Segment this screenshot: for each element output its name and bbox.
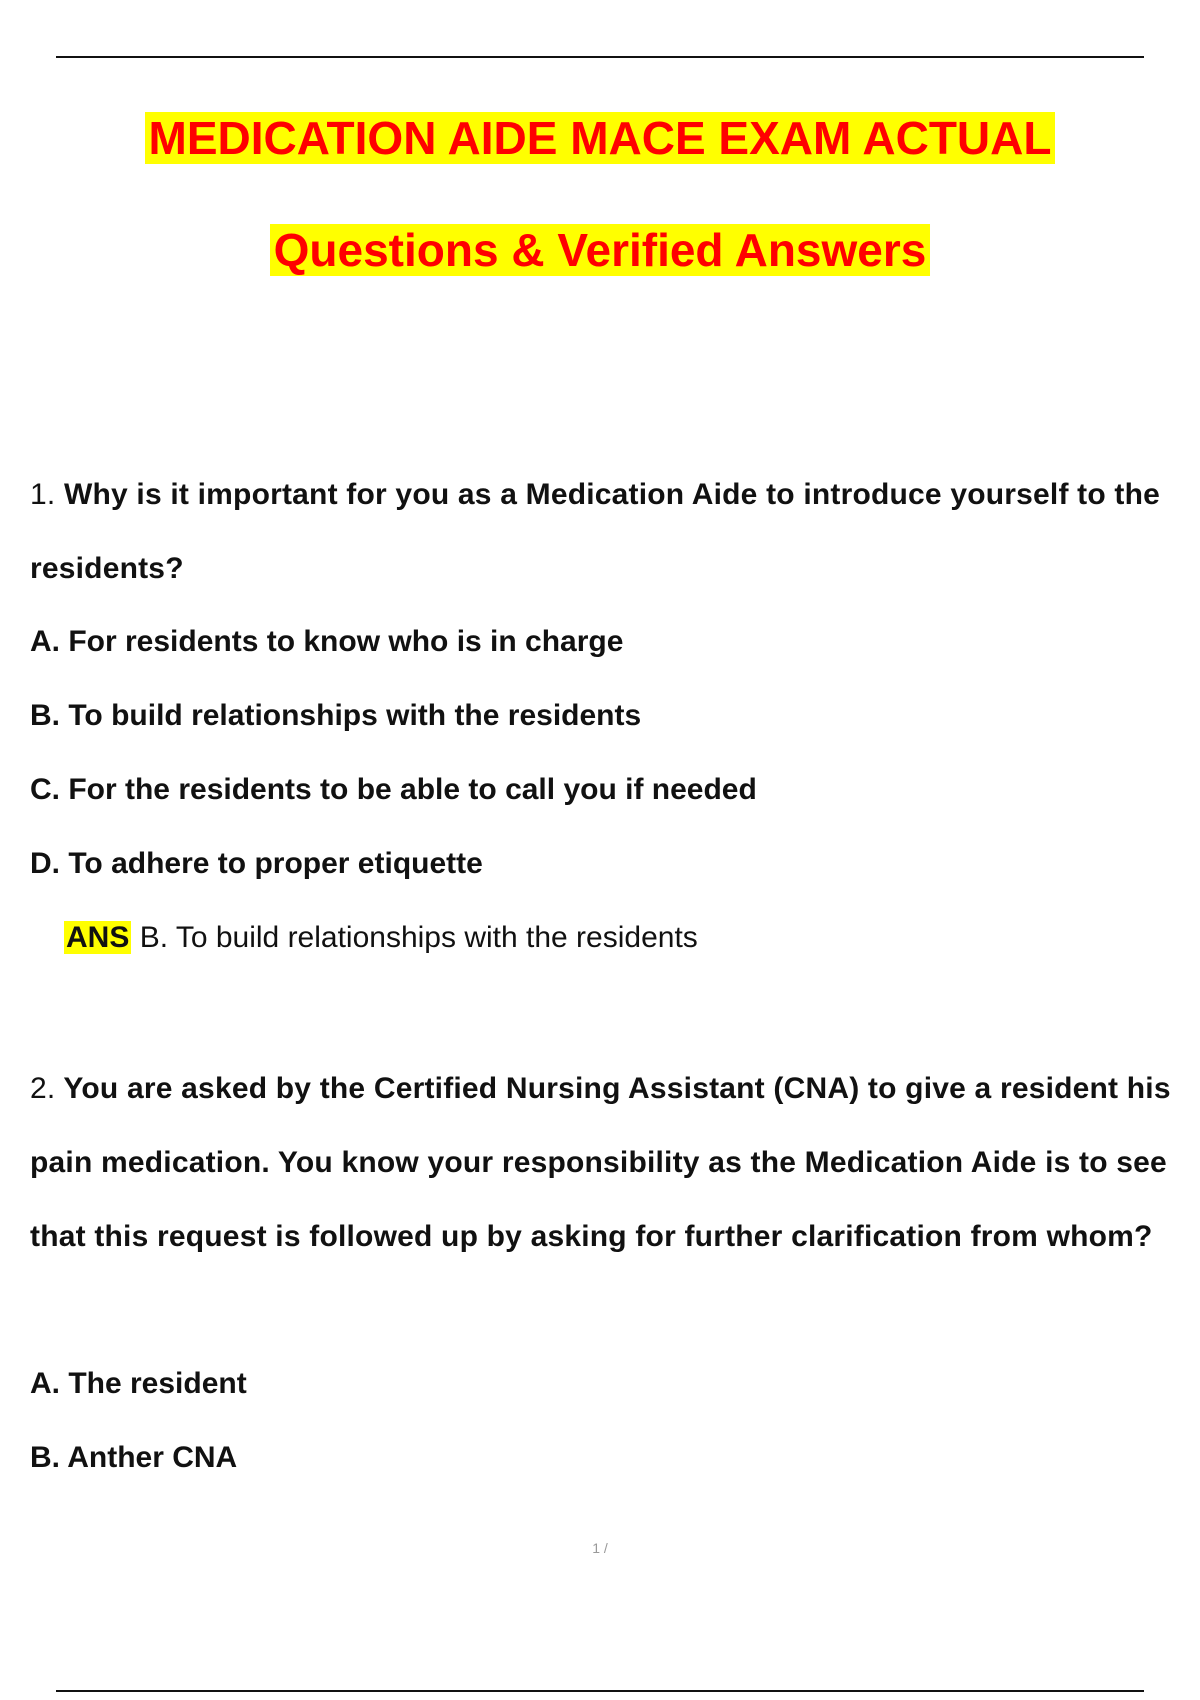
bottom-rule	[56, 1690, 1144, 1692]
title-line-1-text: MEDICATION AIDE MACE EXAM ACTUAL	[145, 112, 1056, 164]
question-1-option-b: B. To build relationships with the residents	[30, 699, 642, 732]
page-number: 1 /	[592, 1540, 608, 1556]
question-2-text	[30, 1052, 1200, 1274]
top-rule	[56, 56, 1144, 58]
question-1-answer	[64, 918, 698, 958]
document-title-line-2	[0, 222, 1200, 278]
question-1-body: Why is it important for you as a Medication Aide to introduce yourself to the residents?	[30, 478, 1161, 585]
question-1-option-d: D. To adhere to proper etiquette	[30, 847, 483, 880]
title-line-2-text: Questions & Verified Answers	[270, 224, 931, 276]
question-2-option-a: A. The resident	[30, 1367, 247, 1400]
question-2-number: 2.	[30, 1072, 56, 1105]
question-2-option-b: B. Anther CNA	[30, 1441, 238, 1474]
question-1-option-c: C. For the residents to be able to call you if needed	[30, 773, 757, 806]
answer-text: B. To build relationships with the residents	[139, 921, 698, 954]
document-title-line-1	[0, 110, 1200, 166]
question-1-number: 1.	[30, 478, 56, 511]
question-1-text	[30, 458, 1200, 606]
answer-tag: ANS	[66, 921, 130, 954]
question-1-option-a: A. For residents to know who is in charge	[30, 625, 624, 658]
question-2-body: You are asked by the Certified Nursing Assistant (CNA) to give a resident his pain medication. You know your responsibility as the Medication Aide is to see that this request is followed up by asking for further clarification from whom?	[30, 1072, 1171, 1253]
